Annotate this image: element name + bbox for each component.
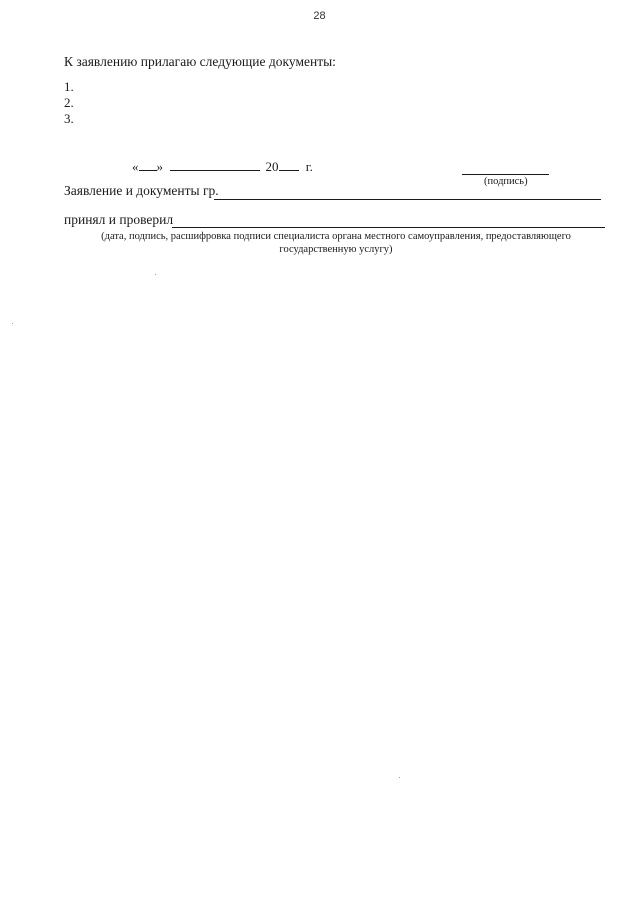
attachments-title: К заявлению прилагаю следующие документы: [64, 54, 336, 69]
day-field[interactable] [139, 158, 157, 171]
received-from-label: Заявление и документы гр. [64, 183, 219, 198]
date-open-quote: « [132, 159, 139, 174]
signature-caption: (подпись) [484, 176, 528, 187]
signature-line[interactable] [462, 174, 549, 175]
year-prefix: 20 [265, 159, 279, 174]
date-close-quote: » [156, 159, 163, 174]
scan-speck [12, 323, 13, 324]
scan-speck [399, 777, 400, 778]
attachment-item-1: 1. [64, 79, 74, 94]
checked-by-caption [80, 230, 592, 256]
attachment-item-3: 3. [64, 111, 74, 126]
checked-by-line[interactable] [172, 227, 605, 228]
page-number: 28 [313, 10, 326, 22]
year-suffix: г. [305, 159, 313, 174]
attachments-list [64, 79, 74, 127]
received-from-line[interactable] [214, 199, 601, 200]
date-line [132, 158, 313, 175]
attachment-item-2: 2. [64, 95, 74, 110]
checked-by-label: принял и проверил [64, 212, 174, 227]
caption-line-1: (дата, подпись, расшифровка подписи специалиста органа местного самоуправления, предоставляющего [101, 231, 571, 242]
caption-line-2: государственную услугу) [279, 244, 393, 255]
year-field[interactable] [279, 158, 299, 171]
scan-speck [155, 274, 156, 275]
month-field[interactable] [170, 158, 260, 171]
